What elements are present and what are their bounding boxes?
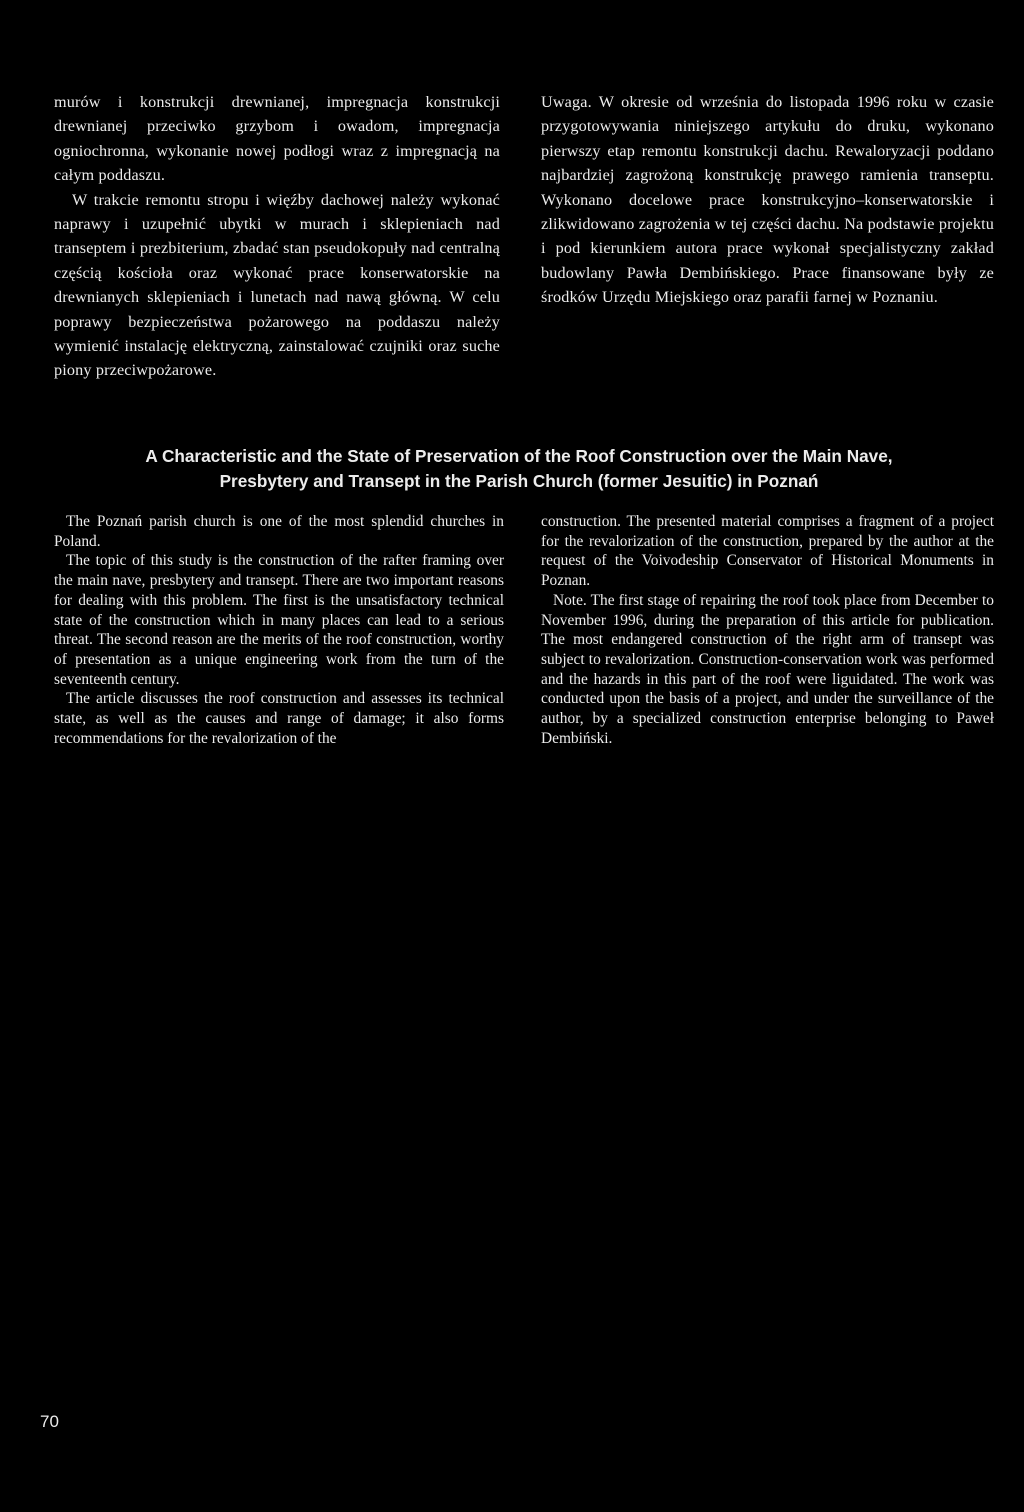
summary-paragraph-4: construction. The presented material comprises a fragment of a project for the revalorization of the construction, prepared by the author at the request of the Voivodeship Conservator of Historical Monuments in Poznan. bbox=[541, 513, 994, 590]
polish-note-paragraph: Uwaga. W okresie od września do listopada 1996 roku w czasie przygotowywania niniejszego artykułu do druku, wykonano pierwszy etap remontu konstrukcji dachu. Rewaloryzacji poddano najbardziej zagrożoną konstrukcję prawego ramienia transeptu. Wykonano docelowe prace konstrukcyjno–konserwatorskie i zlikwidowano zagrożenia w tej części dachu. Na podstawie projektu i pod kierunkiem autora prace wykonał specjalistyczny zakład budowlany Pawła Dembińskiego. Prace finansowane były ze środków Urzędu Miejskiego oraz parafii farnej w Poznaniu. bbox=[541, 93, 994, 307]
summary-right-column bbox=[541, 512, 994, 748]
page-number: 70 bbox=[40, 1412, 59, 1431]
polish-paragraph-2: W trakcie remontu stropu i więźby dachowej należy wykonać naprawy i uzupełnić ubytki w murach i sklepieniach nad transeptem i prezbiterium, zbadać stan pseudokopuły nad centralną częścią kościoła oraz wykonać prace konserwatorskie na drewnianych sklepieniach i lunetach nad nawą główną. W celu poprawy bezpieczeństwa pożarowego na poddaszu należy wymienić instalację elektryczną, zainstalować czujniki oraz suche piony przeciwpożarowe. bbox=[54, 190, 500, 380]
polish-right-column bbox=[541, 90, 994, 310]
summary-paragraph-2: The topic of this study is the construction of the rafter framing over the main nave, presbytery and transept. There are two important reasons for dealing with this problem. The first is the unsatisfactory technical state of the construction which in many places can lead to a serious threat. The second reason are the merits of the roof construction, worthy of presentation as a unique engineering work from the turn of the seventeenth century. bbox=[54, 552, 504, 688]
polish-left-column bbox=[54, 90, 500, 383]
polish-paragraph-1: murów i konstrukcji drewnianej, impregnacja konstrukcji drewnianej przeciwko grzybom i owadom, impregnacja ogniochronna, wykonanie nowej podłogi wraz z impregnacją na całym poddaszu. bbox=[54, 93, 500, 185]
summary-paragraph-1: The Poznań parish church is one of the most splendid churches in Poland. bbox=[54, 513, 504, 550]
summary-paragraph-3: The article discusses the roof construction and assesses its technical state, as well as the causes and range of damage; it also forms recommendations for the revalorization of the bbox=[54, 690, 504, 747]
summary-title bbox=[60, 444, 978, 494]
summary-title-line-2: Presbytery and Transept in the Parish Church (former Jesuitic) in Poznań bbox=[219, 471, 819, 491]
summary-title-line-1: A Characteristic and the State of Preservation of the Roof Construction over the Main Nave, bbox=[145, 446, 893, 466]
summary-left-column bbox=[54, 512, 504, 748]
summary-note-paragraph: Note. The first stage of repairing the roof took place from December to November 1996, during the preparation of this article for publication. The most endangered construction of the right arm of transept was subject to revalorization. Construction-conservation work was performed and the hazards in this part of the roof were liguidated. The work was conducted upon the basis of a project, and under the surveillance of the author, by a specialized construction enterprise belonging to Paweł Dembiński. bbox=[541, 591, 994, 747]
